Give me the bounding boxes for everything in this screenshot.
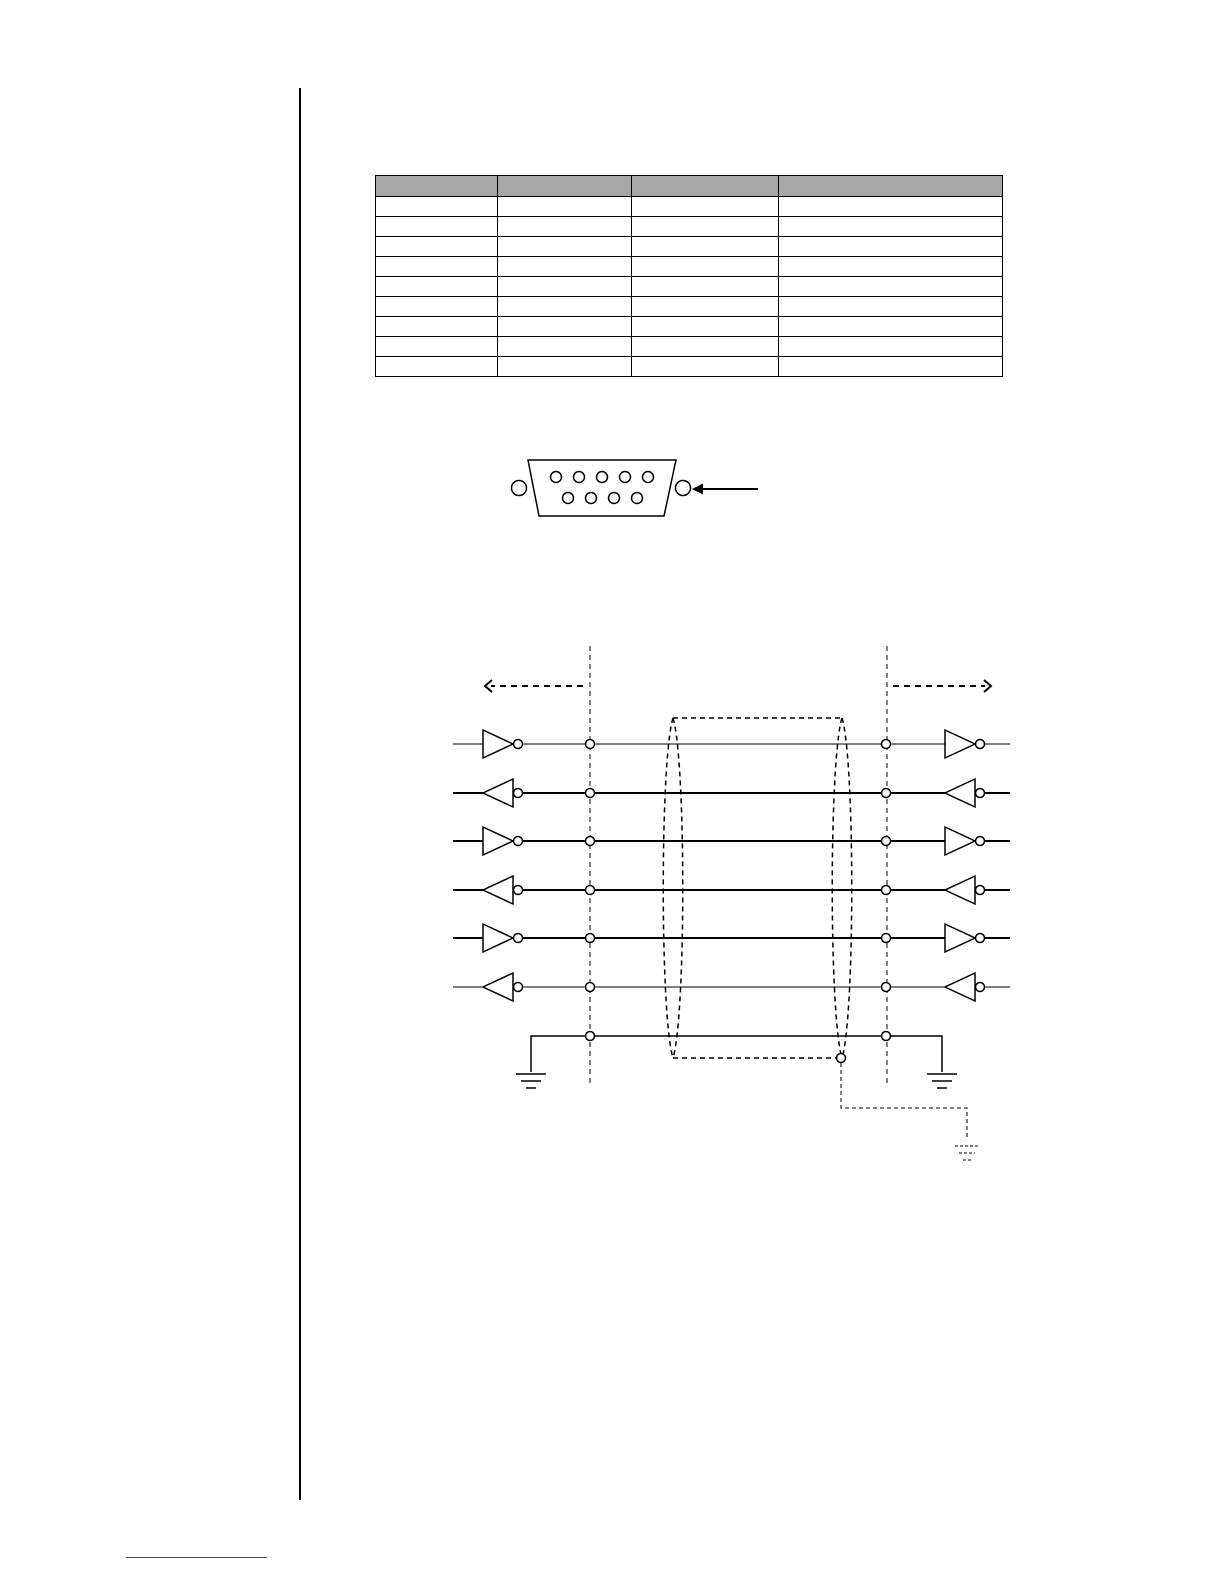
right-receiver-gate [945,779,975,807]
right-connector-terminal [882,837,891,846]
left-driver-bubble [514,837,523,846]
shield-drain-terminal [837,1054,846,1063]
right-connector-terminal [882,740,891,749]
right-direction-arrow-head [984,680,991,692]
left-direction-arrow-head [485,680,492,692]
left-connector-terminal [586,934,595,943]
left-driver-bubble [514,740,523,749]
right-receiver-bubble [976,983,985,992]
right-driver-gate [945,827,975,855]
left-receiver-bubble [514,886,523,895]
right-receiver-bubble [976,886,985,895]
signal-ground-wire [531,1036,942,1072]
cable-shield [663,718,852,1058]
left-ground-symbol [516,1074,546,1088]
right-receiver-gate [945,876,975,904]
left-receiver-gate [483,973,513,1001]
left-connector-terminal [586,886,595,895]
right-driver-gate [945,730,975,758]
left-connector-terminal [586,983,595,992]
right-driver-bubble [976,934,985,943]
left-receiver-bubble [514,789,523,798]
right-connector-terminal [882,934,891,943]
right-connector-terminal [882,983,891,992]
right-ground-symbol [927,1074,957,1088]
right-driver-bubble [976,837,985,846]
right-driver-gate [945,924,975,952]
left-connector-terminal [586,789,595,798]
left-connector-terminal [586,740,595,749]
right-receiver-gate [945,973,975,1001]
left-driver-gate [483,730,513,758]
left-connector-terminal [586,837,595,846]
right-receiver-bubble [976,789,985,798]
left-receiver-bubble [514,983,523,992]
left-driver-gate [483,827,513,855]
right-connector-terminal [882,886,891,895]
ground-terminal-right [882,1032,891,1041]
right-driver-bubble [976,740,985,749]
frame-ground-symbol [955,1146,979,1160]
left-receiver-gate [483,779,513,807]
ground-terminal-left [586,1032,595,1041]
left-receiver-gate [483,876,513,904]
right-connector-terminal [882,789,891,798]
footnote-rule [126,1557,267,1558]
left-driver-bubble [514,934,523,943]
left-driver-gate [483,924,513,952]
